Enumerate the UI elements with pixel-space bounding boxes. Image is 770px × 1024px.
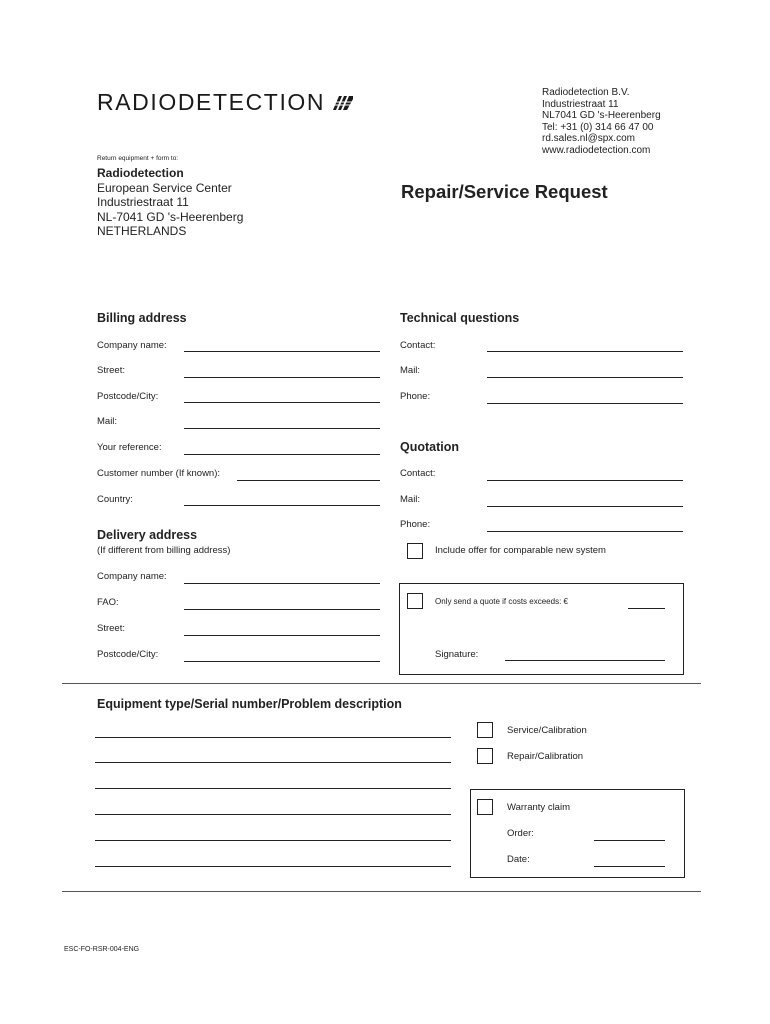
- warranty-claim-label: Warranty claim: [507, 802, 570, 813]
- return-line: European Service Center: [97, 180, 232, 195]
- address-line: NL7041 GD 's-Heerenberg: [542, 110, 661, 121]
- technical-heading: Technical questions: [400, 311, 520, 325]
- service-calibration-label: Service/Calibration: [507, 725, 587, 736]
- quotation-phone-field[interactable]: [487, 531, 683, 532]
- delivery-postcode-field[interactable]: [184, 661, 380, 662]
- billing-customer-number-label: Customer number (If known):: [97, 468, 221, 479]
- include-offer-label: Include offer for comparable new system: [435, 545, 606, 556]
- address-line: Industriestraat 11: [542, 98, 619, 110]
- date-field[interactable]: [594, 866, 665, 867]
- technical-mail-label: Mail:: [400, 365, 421, 376]
- billing-reference-field[interactable]: [184, 454, 380, 455]
- return-line: NL-7041 GD 's-Heerenberg: [97, 209, 244, 224]
- section-divider: [62, 683, 701, 684]
- quote-limit-label: Only send a quote if costs exceeds: €: [435, 597, 568, 606]
- logo-mark-icon: [333, 96, 353, 110]
- repair-calibration-label: Repair/Calibration: [507, 751, 584, 762]
- quote-limit-checkbox[interactable]: [407, 593, 423, 609]
- delivery-street-field[interactable]: [184, 635, 380, 636]
- include-offer-checkbox[interactable]: [407, 543, 423, 559]
- order-field[interactable]: [594, 840, 665, 841]
- form-code: ESC-FO-RSR-004-ENG: [64, 946, 140, 953]
- equipment-description-line[interactable]: [95, 788, 451, 789]
- warranty-claim-checkbox[interactable]: [477, 799, 493, 815]
- delivery-fao-label: FAO:: [97, 597, 119, 608]
- equipment-description-line[interactable]: [95, 762, 451, 763]
- technical-contact-label: Contact:: [400, 340, 436, 351]
- return-name: Radiodetection: [97, 166, 184, 180]
- billing-reference-label: Your reference:: [97, 442, 162, 453]
- order-label: Order:: [507, 828, 534, 839]
- billing-heading: Billing address: [97, 311, 187, 325]
- bottom-divider: [62, 891, 701, 892]
- delivery-company-label: Company name:: [97, 571, 167, 582]
- delivery-subheading: (If different from billing address): [97, 545, 231, 556]
- delivery-fao-field[interactable]: [184, 609, 380, 610]
- equipment-description-line[interactable]: [95, 737, 451, 738]
- signature-label: Signature:: [435, 649, 479, 660]
- quotation-phone-label: Phone:: [400, 519, 431, 530]
- page-title: Repair/Service Request: [401, 181, 608, 202]
- billing-street-label: Street:: [97, 365, 125, 376]
- billing-street-field[interactable]: [184, 377, 380, 378]
- return-line: Industriestraat 11: [97, 195, 189, 209]
- delivery-street-label: Street:: [97, 623, 125, 634]
- billing-postcode-field[interactable]: [184, 402, 380, 403]
- company-logo: [97, 89, 353, 116]
- quotation-heading: Quotation: [400, 440, 460, 454]
- billing-company-label: Company name:: [97, 340, 167, 351]
- technical-mail-field[interactable]: [487, 377, 683, 378]
- billing-country-label: Country:: [97, 494, 133, 505]
- billing-mail-field[interactable]: [184, 428, 380, 429]
- equipment-description-line[interactable]: [95, 814, 451, 815]
- billing-postcode-label: Postcode/City:: [97, 391, 159, 402]
- delivery-heading: Delivery address: [97, 528, 198, 542]
- quotation-mail-field[interactable]: [487, 506, 683, 507]
- service-calibration-checkbox[interactable]: [477, 722, 493, 738]
- logo-text: RADIODETECTION: [97, 89, 326, 115]
- return-line: NETHERLANDS: [97, 224, 187, 238]
- delivery-postcode-label: Postcode/City:: [97, 649, 159, 660]
- equipment-heading: Equipment type/Serial number/Problem description: [97, 697, 402, 711]
- equipment-description-line[interactable]: [95, 840, 451, 841]
- address-line: Radiodetection B.V.: [542, 87, 630, 98]
- warranty-box: [470, 789, 685, 878]
- return-label: Return equipment + form to:: [97, 155, 179, 162]
- company-address: [542, 87, 661, 156]
- billing-country-field[interactable]: [184, 505, 380, 506]
- quotation-mail-label: Mail:: [400, 494, 421, 505]
- delivery-company-field[interactable]: [184, 583, 380, 584]
- signature-field[interactable]: [505, 660, 665, 661]
- billing-company-field[interactable]: [184, 351, 380, 352]
- address-line: Tel: +31 (0) 314 66 47 00: [542, 121, 654, 133]
- address-line: rd.sales.nl@spx.com: [542, 133, 635, 144]
- return-address: [97, 166, 243, 239]
- date-label: Date:: [507, 854, 530, 865]
- quote-limit-amount-field[interactable]: [628, 608, 665, 609]
- equipment-description-line[interactable]: [95, 866, 451, 867]
- billing-mail-label: Mail:: [97, 416, 118, 427]
- billing-customer-number-field[interactable]: [237, 480, 380, 481]
- technical-phone-label: Phone:: [400, 391, 431, 402]
- technical-phone-field[interactable]: [487, 403, 683, 404]
- quotation-contact-label: Contact:: [400, 468, 436, 479]
- repair-calibration-checkbox[interactable]: [477, 748, 493, 764]
- address-line: www.radiodetection.com: [542, 144, 651, 156]
- quotation-contact-field[interactable]: [487, 480, 683, 481]
- technical-contact-field[interactable]: [487, 351, 683, 352]
